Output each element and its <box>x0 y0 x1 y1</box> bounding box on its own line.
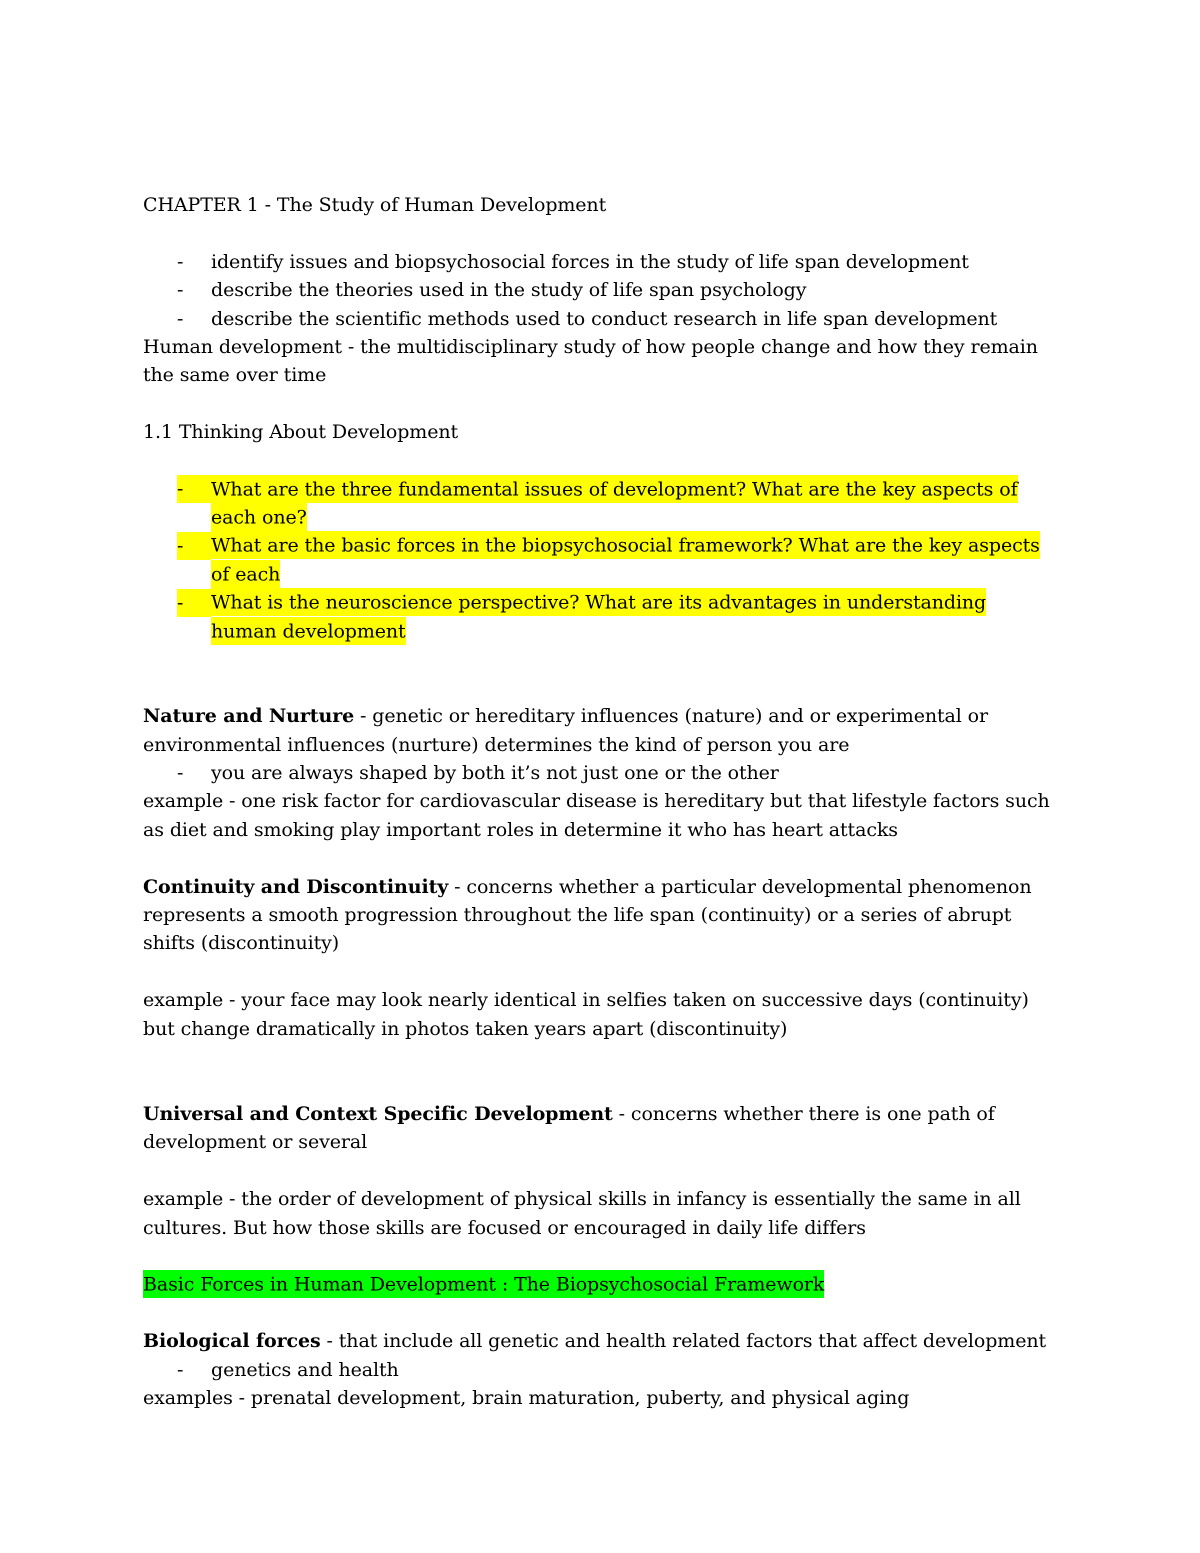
definition-text: - genetic or hereditary influences (nature) and or experimental or environmental influences (nurture) determines the kind of person you are <box>143 705 988 756</box>
bullet-dash: - <box>177 532 211 560</box>
human-development-definition: Human development - the multidisciplinary study of how people change and how they remain the same over time <box>143 336 1038 387</box>
example-text: examples - prenatal development, brain maturation, puberty, and physical aging <box>143 1386 910 1409</box>
yellow-highlight: What are the three fundamental issues of development? What are the key aspects of each one? <box>211 475 1018 531</box>
yellow-highlight: What are the basic forces in the biopsychosocial framework? What are the key aspects of each <box>211 531 1040 587</box>
list-item <box>143 759 1057 787</box>
term-nature-and-nurture: Nature and Nurture <box>143 705 355 728</box>
sub-bullet-text: you are always shaped by both it’s not just one or the other <box>211 762 779 785</box>
section-heading: 1.1 Thinking About Development <box>143 421 459 444</box>
question-text <box>211 475 1057 532</box>
green-highlight: Basic Forces in Human Development : The Biopsychosocial Framework <box>143 1270 824 1298</box>
definition-text: - concerns whether a particular developmental phenomenon represents a smooth progression throughout the life span (continuity) or a series of abrupt shifts (discontinuity) <box>143 875 1032 955</box>
example-text: example - one risk factor for cardiovascular disease is hereditary but that lifestyle factors such as diet and smoking play important roles in determine it who has heart attacks <box>143 790 1050 841</box>
universal-section <box>143 1100 1057 1157</box>
list-item <box>143 276 1057 304</box>
term-definition <box>143 1327 1057 1355</box>
list-item <box>143 475 1057 532</box>
example-text: example - the order of development of physical skills in infancy is essentially the same in all cultures. But how those skills are focused or encouraged in daily life differs <box>143 1188 1021 1239</box>
objective-text: identify issues and biopsychosocial forces in the study of life span development <box>211 250 969 273</box>
definition-text: - concerns whether there is one path of development or several <box>143 1102 995 1154</box>
objectives-list <box>143 248 1057 333</box>
continuity-section <box>143 873 1057 958</box>
bullet-dash: - <box>177 1358 184 1381</box>
term-continuity-and-discontinuity: Continuity and Discontinuity <box>143 875 449 898</box>
bullet-dash: - <box>177 589 211 617</box>
list-item <box>143 248 1057 276</box>
definition-text: - that include all genetic and health related factors that affect development <box>320 1330 1047 1353</box>
biological-forces-section <box>143 1327 1057 1412</box>
bullet-dash: - <box>177 279 184 302</box>
framework-heading <box>143 1270 1057 1298</box>
list-item <box>143 589 1057 646</box>
list-item <box>143 532 1057 589</box>
objective-text: describe the theories used in the study of life span psychology <box>211 279 807 302</box>
list-item <box>143 1356 1057 1384</box>
bullet-dash: - <box>177 475 211 503</box>
term-definition <box>143 702 1057 759</box>
chapter-title: CHAPTER 1 - The Study of Human Development <box>143 194 607 216</box>
yellow-highlight: What is the neuroscience perspective? What are its advantages in understanding human development <box>211 588 986 644</box>
question-text <box>211 532 1057 589</box>
sub-bullet-text: genetics and health <box>211 1358 399 1381</box>
bullet-dash: - <box>177 762 184 785</box>
term-definition <box>143 1100 1057 1157</box>
term-definition <box>143 873 1057 958</box>
term-biological-forces: Biological forces <box>143 1330 321 1353</box>
example-text: example - your face may look nearly identical in selfies taken on successive days (continuity) but change dramatically in photos taken years apart (discontinuity) <box>143 989 1029 1040</box>
list-item <box>143 305 1057 333</box>
bullet-dash: - <box>177 250 184 273</box>
nature-nurture-section <box>143 702 1057 844</box>
objective-text: describe the scientific methods used to conduct research in life span development <box>211 307 998 330</box>
study-questions-list <box>143 475 1057 645</box>
question-text <box>211 589 1057 646</box>
bullet-dash: - <box>177 307 184 330</box>
term-universal-context-specific: Universal and Context Specific Development <box>143 1102 613 1125</box>
